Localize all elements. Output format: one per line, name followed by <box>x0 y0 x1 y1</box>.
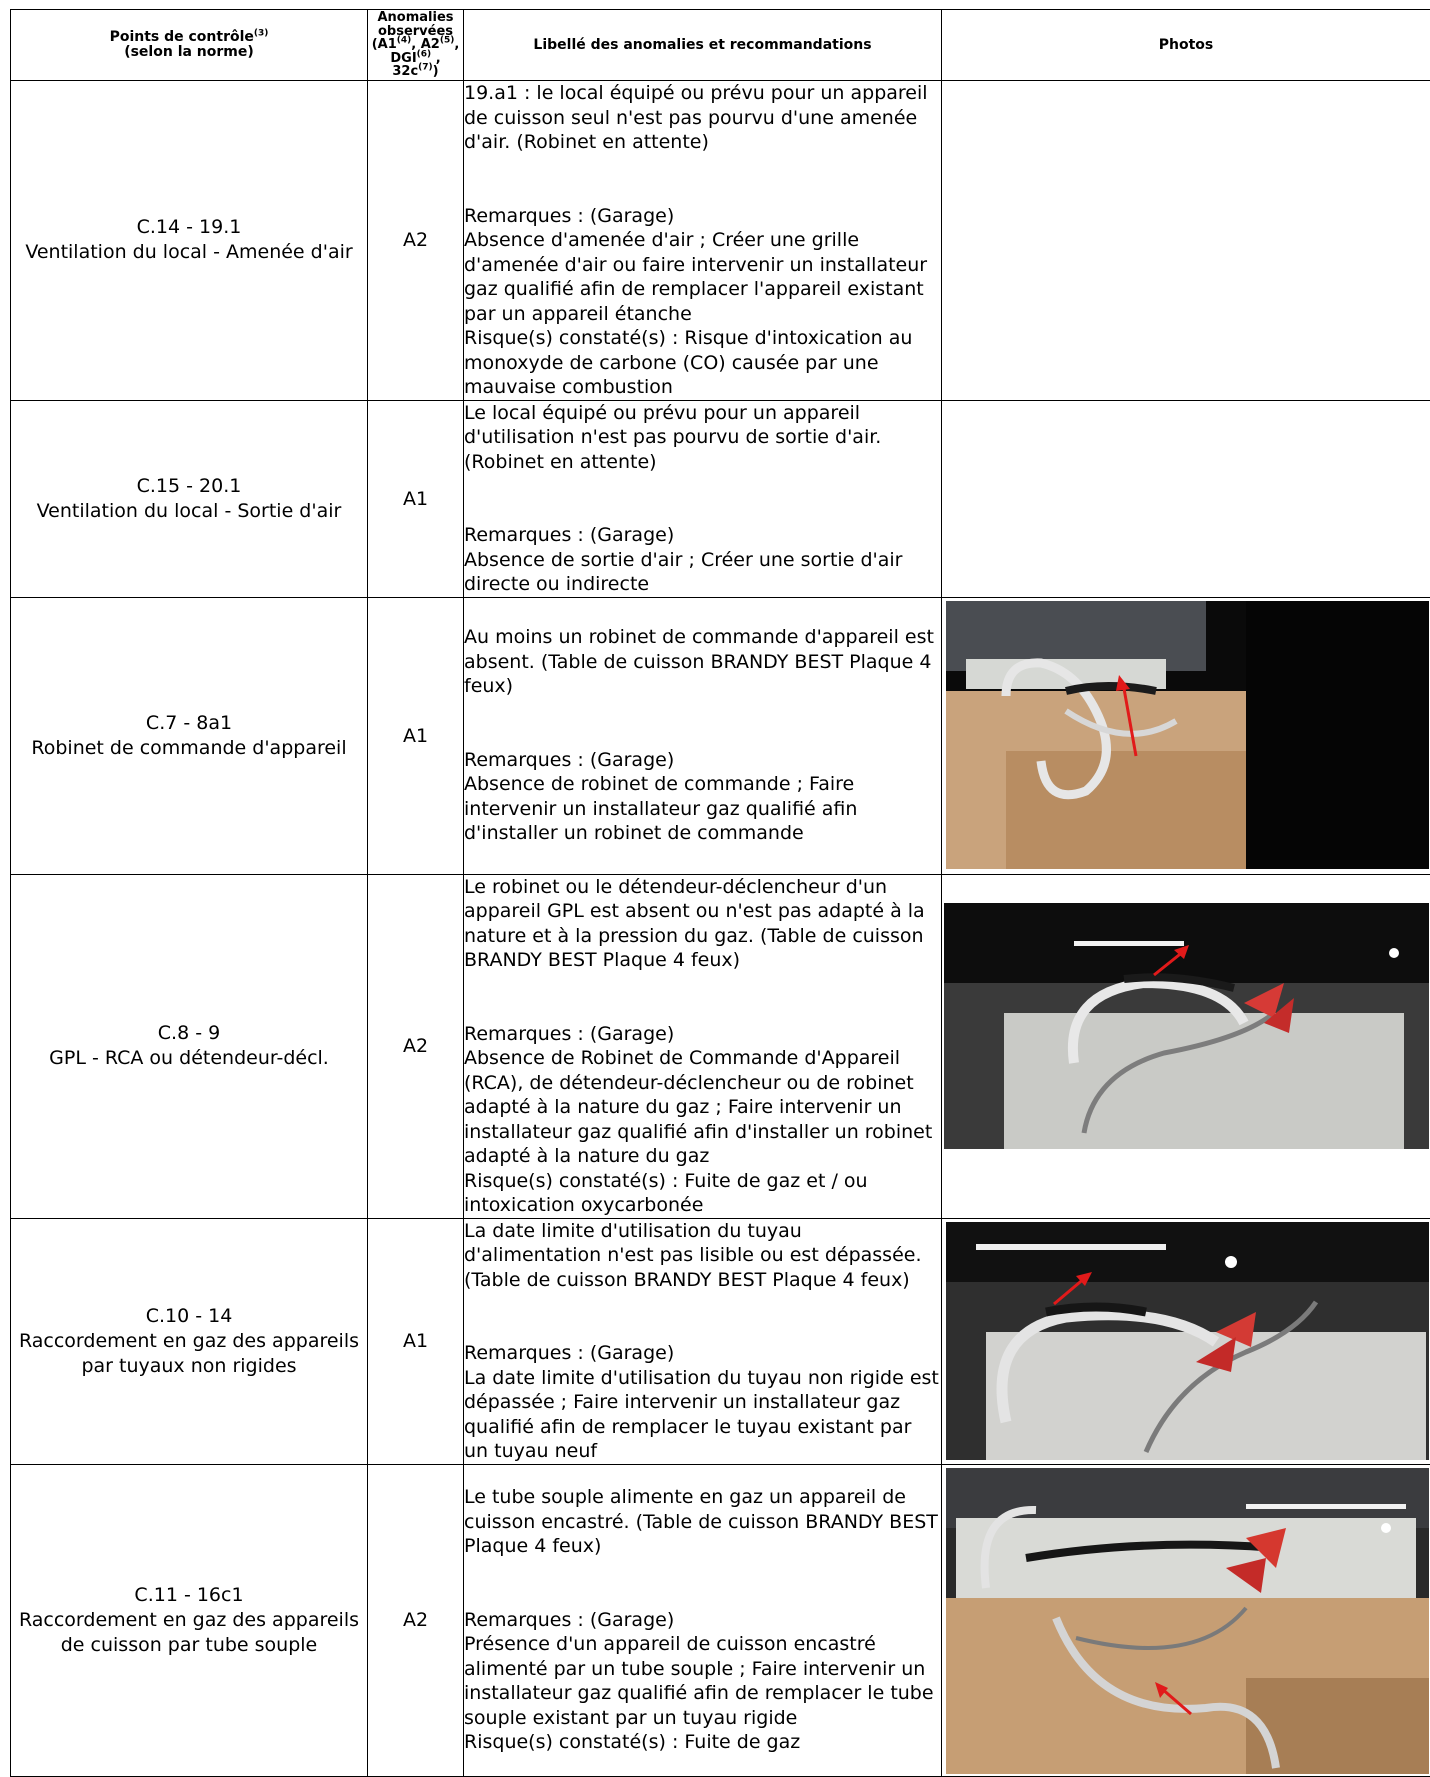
control-point-label: Ventilation du local - Sortie d'air <box>11 499 367 524</box>
anomaly-description <box>464 597 942 874</box>
anomaly-description <box>464 1464 942 1776</box>
anomaly-code: A2 <box>368 81 464 401</box>
risk-text: Risque(s) constaté(s) : Fuite de gaz et / ou intoxication oxycarbonée <box>464 1169 941 1218</box>
header-libelle: Libellé des anomalies et recommandations <box>464 10 942 81</box>
anomaly-description <box>464 874 942 1218</box>
control-point-cell <box>11 1464 368 1776</box>
control-point-cell <box>11 400 368 597</box>
photo-flexible-tube <box>946 1468 1429 1774</box>
remark-text: Absence de robinet de commande ; Faire intervenir un installateur gaz qualifié afin d'installer un robinet de commande <box>464 772 941 846</box>
remark-text: Absence de sortie d'air ; Créer une sortie d'air directe ou indirecte <box>464 548 941 597</box>
anomaly-label: Le local équipé ou prévu pour un appareil d'utilisation n'est pas pourvu de sortie d'air. (Robinet en attente) <box>464 401 941 475</box>
control-point-label: GPL - RCA ou détendeur-décl. <box>11 1046 367 1071</box>
remark-text: Absence d'amenée d'air ; Créer une grille d'amenée d'air ou faire intervenir un installateur gaz qualifié afin de remplacer l'appareil existant par un appareil étanche <box>464 228 941 326</box>
anomaly-code: A1 <box>368 1218 464 1464</box>
remark-text: La date limite d'utilisation du tuyau non rigide est dépassée ; Faire intervenir un installateur gaz qualifié afin de remplacer le tuyau existant par un tuyau neuf <box>464 1366 941 1464</box>
anomaly-description <box>464 400 942 597</box>
remark-title: Remarques : (Garage) <box>464 748 941 773</box>
anomaly-code: A1 <box>368 400 464 597</box>
control-point-code: C.14 - 19.1 <box>11 215 367 240</box>
risk-text: Risque(s) constaté(s) : Fuite de gaz <box>464 1730 941 1755</box>
table-row <box>11 1218 1430 1464</box>
remark-text: Absence de Robinet de Commande d'Appareil (RCA), de détendeur-déclencheur ou de robinet adapté à la nature du gaz ; Faire intervenir un installateur gaz qualifié afin d'installer un robinet adapté à la nature du gaz <box>464 1046 941 1169</box>
control-point-cell <box>11 81 368 401</box>
table-row <box>11 81 1430 401</box>
control-point-code: C.15 - 20.1 <box>11 474 367 499</box>
anomaly-label: 19.a1 : le local équipé ou prévu pour un appareil de cuisson seul n'est pas pourvu d'une amenée d'air. (Robinet en attente) <box>464 81 941 155</box>
photo-gas-cooktop-valve <box>946 601 1429 869</box>
remark-title: Remarques : (Garage) <box>464 1608 941 1633</box>
anomaly-label: Le robinet ou le détendeur-déclencheur d'un appareil GPL est absent ou n'est pas adapté à la nature et à la pression du gaz. (Table de cuisson BRANDY BEST Plaque 4 feux) <box>464 875 941 973</box>
control-point-label: Raccordement en gaz des appareils de cuisson par tube souple <box>11 1608 367 1658</box>
table-row <box>11 597 1430 874</box>
control-point-label: Ventilation du local - Amenée d'air <box>11 240 367 265</box>
header-points-de-controle: Points de contrôle$^{(3)}$ (selon la norme) <box>11 10 368 81</box>
control-point-code: C.10 - 14 <box>11 1304 367 1329</box>
header-anomalies-observees: Anomalies observées (A1$^{(4)}$, A2$^{(5)}$, DGI$^{(6)}$ , $32c^{(7)}$) <box>368 10 464 81</box>
photo-cell <box>942 874 1430 1218</box>
photo-gas-hose-gpl <box>944 903 1429 1149</box>
photo-cell-empty <box>942 81 1430 401</box>
anomalies-table <box>10 9 1430 1777</box>
photo-cell <box>942 1218 1430 1464</box>
photo-cell <box>942 597 1430 874</box>
remark-title: Remarques : (Garage) <box>464 1022 941 1047</box>
anomaly-description <box>464 81 942 401</box>
anomaly-code: A1 <box>368 597 464 874</box>
control-point-cell <box>11 597 368 874</box>
remark-title: Remarques : (Garage) <box>464 1341 941 1366</box>
risk-text: Risque(s) constaté(s) : Risque d'intoxication au monoxyde de carbone (CO) causée par une mauvaise combustion <box>464 326 941 400</box>
anomaly-description <box>464 1218 942 1464</box>
control-point-code: C.8 - 9 <box>11 1021 367 1046</box>
photo-cell <box>942 1464 1430 1776</box>
anomaly-label: Le tube souple alimente en gaz un appareil de cuisson encastré. (Table de cuisson BRANDY BEST Plaque 4 feux) <box>464 1485 941 1559</box>
table-row <box>11 400 1430 597</box>
table-row <box>11 1464 1430 1776</box>
remark-title: Remarques : (Garage) <box>464 523 941 548</box>
table-header-row <box>11 10 1430 81</box>
anomaly-code: A2 <box>368 1464 464 1776</box>
photo-gas-hose-expired <box>946 1222 1429 1460</box>
anomaly-label: La date limite d'utilisation du tuyau d'alimentation n'est pas lisible ou est dépassée. (Table de cuisson BRANDY BEST Plaque 4 feux) <box>464 1219 941 1293</box>
photo-cell-empty <box>942 400 1430 597</box>
remark-text: Présence d'un appareil de cuisson encastré alimenté par un tube souple ; Faire intervenir un installateur gaz qualifié afin de remplacer le tube souple existant par un tuyau rigide <box>464 1632 941 1730</box>
control-point-cell <box>11 1218 368 1464</box>
anomaly-label: Au moins un robinet de commande d'appareil est absent. (Table de cuisson BRANDY BEST Plaque 4 feux) <box>464 625 941 699</box>
control-point-code: C.11 - 16c1 <box>11 1583 367 1608</box>
control-point-cell <box>11 874 368 1218</box>
control-point-label: Robinet de commande d'appareil <box>11 736 367 761</box>
remark-title: Remarques : (Garage) <box>464 204 941 229</box>
anomaly-code: A2 <box>368 874 464 1218</box>
control-point-code: C.7 - 8a1 <box>11 711 367 736</box>
header-photos: Photos <box>942 10 1430 81</box>
table-row <box>11 874 1430 1218</box>
control-point-label: Raccordement en gaz des appareils par tuyaux non rigides <box>11 1329 367 1379</box>
